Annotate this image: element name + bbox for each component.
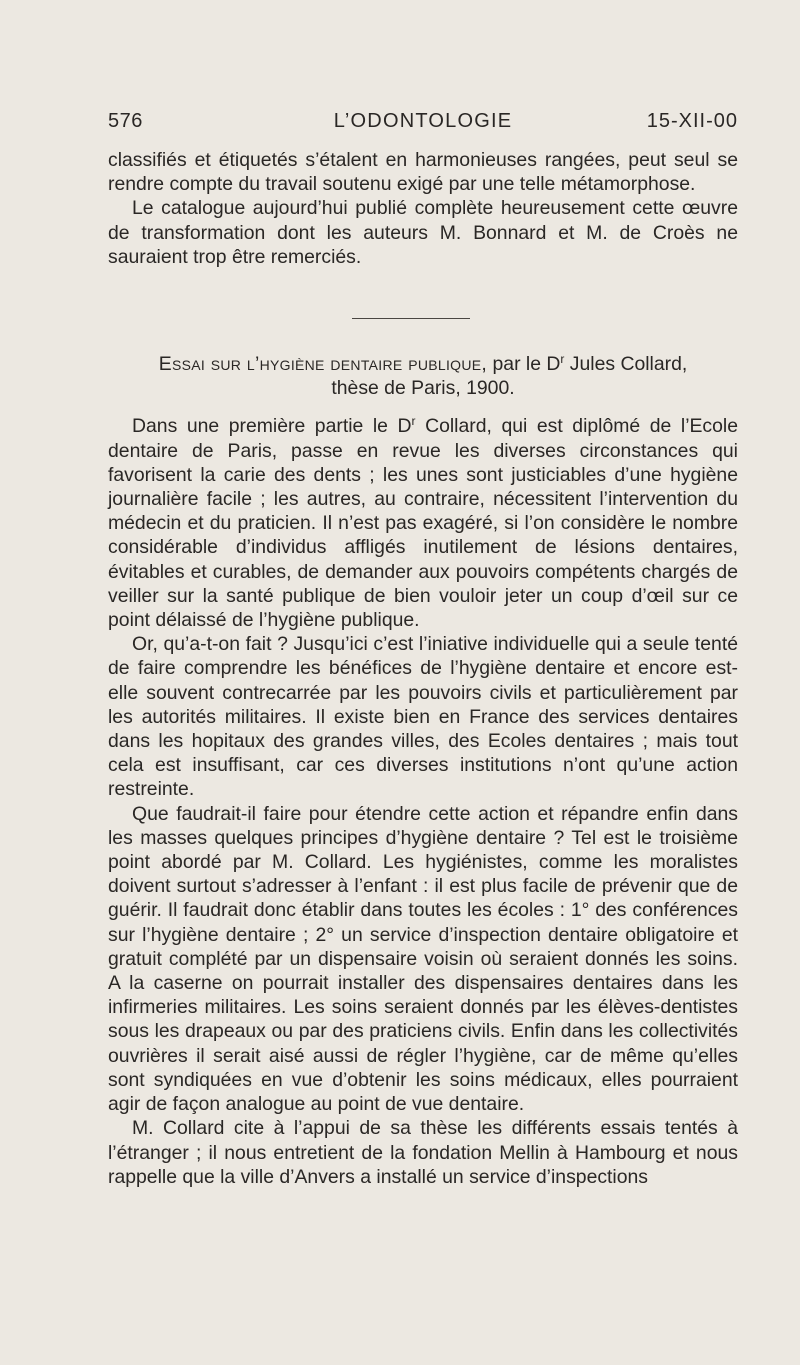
review-paragraph-4: M. Collard cite à l’appui de sa thèse les différents essais tentés à l’étranger ; il nous entretient de la fondation Mellin à Hambourg et nous rappelle que la ville d’Anvers a installé un service d’inspections: [108, 1117, 738, 1188]
review-section: [108, 352, 738, 1189]
review-title-main: Essai sur l’hygiène dentaire publique,: [158, 353, 488, 375]
review-paragraph-2: Or, qu’a-t-on fait ? Jusqu’ici c’est l’iniative individuelle qui a seule tenté de faire comprendre les bénéfices de l’hygiène dentaire et encore est-elle souvent contrecarrée par les pouvoirs civils et particulièrement par les autorités militaires. Il existe bien en France des services dentaires dans les hopitaux des grandes villes, des Ecoles dentaires ; mais tout cela est insuffisant, car ces diverses institutions n’ont qu’une action restreinte.: [108, 633, 738, 801]
running-title: L’ODONTOLOGIE: [333, 110, 513, 132]
review-p1-rest: Collard, qui est diplômé de l’Ecole dentaire de Paris, passe en revue les diverses circonstances qui favorisent la carie des dents ; les unes sont justiciables d’une hygiène journalière facile ; les autres, au contraire, nécessitent l’intervention du médecin et du praticien. Il n’est pas exagéré, si l’on considère le nombre considérable d’individus affligés inutilement de lésions dentaires, évitables et curables, de demander aux pouvoirs compétents chargés de veiller sur la santé publique de bien vouloir jeter un coup d’œil sur ce point délaissé de l’hygiène publique.: [108, 415, 739, 632]
intro-paragraph: Le catalogue aujourd’hui publié complète heureusement cette œuvre de transformation dont les auteurs M. Bonnard et M. de Croès ne sauraient trop être remerciés.: [108, 197, 738, 268]
intro-paragraph-continued: classifiés et étiquetés s’étalent en harmonieuses rangées, peut seul se rendre compte du travail soutenu exigé par une telle métamorphose.: [108, 149, 738, 196]
intro-text: [108, 148, 738, 269]
section-divider: [352, 318, 470, 319]
page-number: 576: [108, 110, 143, 132]
page-header: [108, 110, 738, 140]
review-title-author: Jules Collard,: [569, 353, 688, 375]
review-title-sup: r: [560, 352, 565, 366]
review-p1-start: Dans une première partie le D: [132, 415, 412, 438]
review-subtitle: thèse de Paris, 1900.: [331, 377, 515, 400]
review-title: [108, 352, 738, 376]
issue-date: 15-XII-00: [646, 110, 738, 132]
review-title-by: par le D: [492, 353, 561, 375]
review-paragraph-3: Que faudrait-il faire pour étendre cette action et répandre enfin dans les masses quelques principes d’hygiène dentaire ? Tel est le troisième point abordé par M. Collard. Les hygiénistes, comme les moralistes doivent surtout s’adresser à l’enfant : il est plus facile de prévenir que de guérir. Il faudrait donc établir dans toutes les écoles : 1° des conférences sur l’hygiène dentaire ; 2° un service d’inspection dentaire obligatoire et gratuit complété par un dispensaire voisin où seraient donnés les soins. A la caserne on pourrait installer des dispensaires dentaires dans les infirmeries militaires. Les soins seraient donnés par les élèves-dentistes sous les drapeaux ou par des praticiens civils. Enfin dans les collectivités ouvrières il serait aisé aussi de régler l’hygiène, car de même qu’elles sont syndiquées en vue d’obtenir les soins médicaux, elles pourraient agir de façon analogue au point de vue dentaire.: [108, 802, 738, 1116]
review-paragraph-1: [108, 414, 738, 632]
review-p1-sup: r: [411, 414, 416, 429]
